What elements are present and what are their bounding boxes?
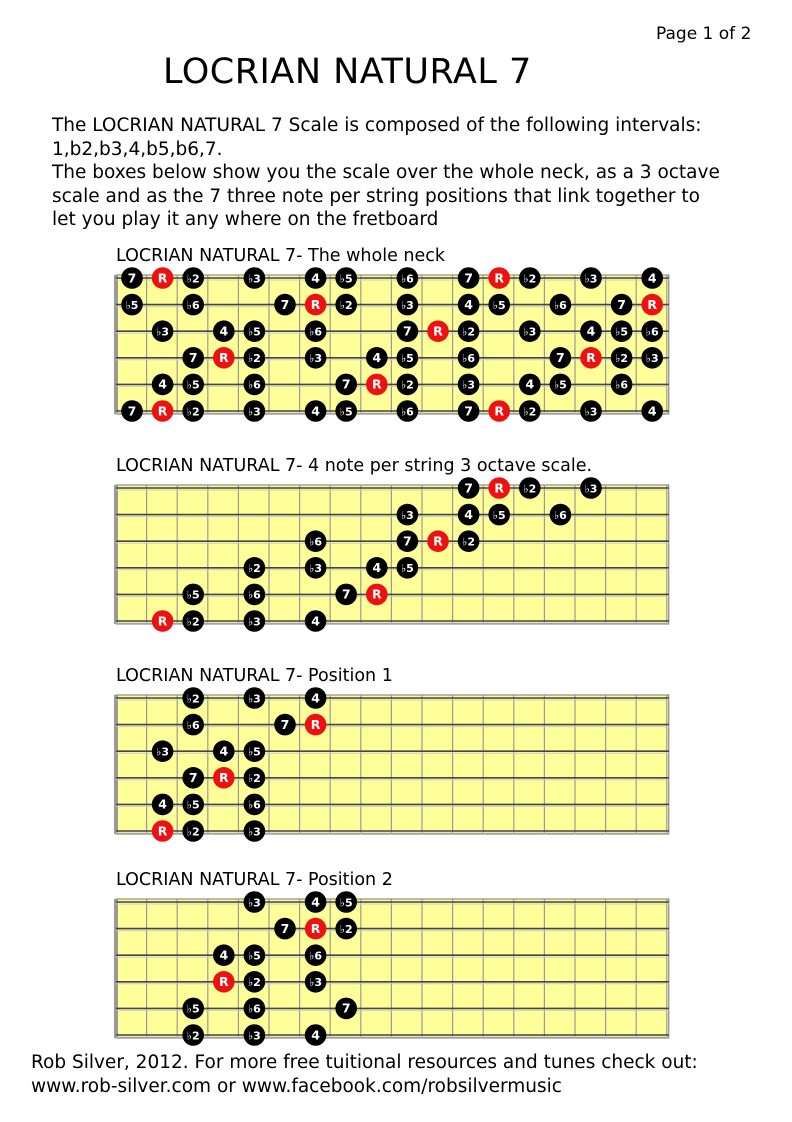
note-label: 4: [311, 270, 320, 286]
note-label: ♭6: [400, 272, 414, 286]
note-label: ♭2: [186, 272, 200, 286]
intro-line: The LOCRIAN NATURAL 7 Scale is composed of the following intervals:: [52, 115, 702, 136]
scale-note-marker: [458, 504, 480, 526]
scale-note-marker: [182, 714, 204, 736]
fretboard-position-1: [114, 686, 700, 842]
note-label: ♭3: [156, 325, 170, 339]
scale-note-marker: [550, 374, 572, 396]
note-label: 4: [158, 796, 167, 812]
root-note-marker: [641, 294, 663, 316]
intro-line: The boxes below show you the scale over the whole neck, as a 3 octave: [52, 162, 720, 183]
note-label: ♭3: [462, 378, 476, 392]
scale-note-marker: [152, 320, 174, 342]
note-label: 7: [464, 403, 473, 419]
root-note-marker: [305, 714, 327, 736]
note-label: 4: [219, 323, 229, 339]
note-label: 7: [188, 350, 198, 366]
scale-note-marker: [121, 400, 143, 422]
footer: [31, 1051, 698, 1099]
scale-note-marker: [152, 794, 174, 816]
note-label: ♭5: [492, 298, 506, 312]
note-label: ♭6: [553, 508, 567, 522]
root-note-marker: [213, 347, 235, 369]
scale-note-marker: [458, 400, 480, 422]
root-note-marker: [305, 294, 327, 316]
note-label: ♭6: [309, 949, 323, 963]
note-label: ♭2: [247, 352, 261, 366]
note-label: 7: [188, 770, 198, 786]
scale-note-marker: [182, 400, 204, 422]
note-label: 4: [311, 1027, 320, 1043]
intro-line: 1,b2,b3,4,b5,b6,7.: [52, 138, 223, 160]
note-label: R: [157, 613, 168, 629]
note-label: ♭6: [615, 378, 629, 392]
scale-note-marker: [550, 347, 572, 369]
scale-note-marker: [274, 918, 296, 940]
note-label: 7: [464, 270, 473, 286]
scale-note-marker: [305, 267, 327, 289]
scale-note-marker: [397, 347, 419, 369]
note-label: ♭5: [553, 378, 567, 392]
note-label: R: [494, 270, 505, 286]
scale-note-marker: [182, 820, 204, 842]
note-label: ♭6: [186, 298, 200, 312]
note-label: 7: [127, 403, 137, 419]
scale-note-marker: [152, 740, 174, 762]
scale-note-marker: [305, 687, 327, 709]
scale-note-marker: [244, 347, 266, 369]
root-note-marker: [488, 477, 510, 499]
root-note-marker: [152, 610, 174, 632]
scale-note-marker: [335, 891, 357, 913]
note-label: ♭3: [584, 272, 598, 286]
scale-note-marker: [182, 584, 204, 606]
root-note-marker: [427, 530, 449, 552]
scale-note-marker: [244, 400, 266, 422]
root-note-marker: [213, 767, 235, 789]
note-label: 4: [158, 376, 167, 392]
note-label: ♭2: [462, 325, 476, 339]
note-label: ♭3: [247, 272, 261, 286]
note-label: 7: [341, 376, 351, 392]
scale-note-marker: [458, 320, 480, 342]
scale-note-marker: [244, 557, 266, 579]
note-label: R: [494, 480, 505, 496]
note-label: ♭6: [645, 325, 659, 339]
scale-note-marker: [305, 530, 327, 552]
scale-note-marker: [611, 374, 633, 396]
scale-note-marker: [458, 477, 480, 499]
note-label: R: [433, 323, 443, 339]
scale-note-marker: [182, 374, 204, 396]
note-label: ♭5: [339, 896, 353, 910]
note-label: R: [218, 770, 229, 786]
scale-note-marker: [580, 267, 602, 289]
scale-note-marker: [305, 971, 327, 993]
root-note-marker: [488, 267, 510, 289]
scale-note-marker: [580, 320, 602, 342]
scale-note-marker: [335, 294, 357, 316]
scale-note-marker: [611, 320, 633, 342]
scale-note-marker: [397, 400, 419, 422]
note-label: ♭3: [247, 692, 261, 706]
scale-note-marker: [121, 267, 143, 289]
note-label: ♭3: [523, 325, 537, 339]
root-note-marker: [580, 347, 602, 369]
note-label: ♭3: [584, 482, 598, 496]
note-label: R: [218, 350, 229, 366]
note-label: ♭5: [125, 298, 139, 312]
diagram-title-whole-neck: LOCRIAN NATURAL 7- The whole neck: [116, 246, 446, 266]
scale-note-marker: [397, 374, 419, 396]
note-label: 7: [556, 350, 565, 366]
note-label: ♭2: [523, 405, 537, 419]
scale-note-marker: [335, 267, 357, 289]
scale-note-marker: [397, 504, 419, 526]
note-label: 4: [586, 323, 596, 339]
root-note-marker: [366, 374, 388, 396]
note-label: 4: [219, 947, 229, 963]
scale-note-marker: [611, 294, 633, 316]
fretboard-position-2: [114, 890, 700, 1046]
note-label: 7: [280, 296, 290, 312]
scale-note-marker: [182, 610, 204, 632]
scale-note-marker: [182, 767, 204, 789]
fretboard-three-octave: [114, 476, 700, 632]
diagram-title-position-1: LOCRIAN NATURAL 7- Position 1: [116, 666, 393, 686]
scale-note-marker: [458, 530, 480, 552]
note-label: ♭5: [492, 508, 506, 522]
note-label: R: [157, 403, 168, 419]
scale-note-marker: [580, 400, 602, 422]
note-label: 4: [311, 403, 320, 419]
note-label: ♭3: [247, 825, 261, 839]
note-label: ♭6: [553, 298, 567, 312]
note-label: R: [647, 296, 658, 312]
scale-note-marker: [397, 320, 419, 342]
scale-note-marker: [305, 891, 327, 913]
note-label: 7: [280, 716, 290, 732]
note-label: 4: [311, 690, 320, 706]
intro-line: scale and as the 7 three note per string positions that link together to: [52, 185, 700, 207]
note-label: ♭2: [186, 615, 200, 629]
scale-note-marker: [366, 557, 388, 579]
scale-note-marker: [641, 347, 663, 369]
note-label: R: [371, 586, 382, 602]
scale-note-marker: [305, 610, 327, 632]
page-number: Page 1 of 2: [656, 24, 752, 44]
scale-note-marker: [458, 347, 480, 369]
note-label: ♭2: [247, 976, 261, 990]
diagram-title-three-octave: LOCRIAN NATURAL 7- 4 note per string 3 octave scale.: [116, 456, 593, 476]
note-label: 4: [219, 743, 229, 759]
scale-note-marker: [397, 267, 419, 289]
scale-note-marker: [305, 320, 327, 342]
note-label: 7: [403, 323, 412, 339]
diagram-title-position-2: LOCRIAN NATURAL 7- Position 2: [116, 870, 393, 890]
note-label: ♭5: [339, 405, 353, 419]
footer-links: www.rob-silver.com or www.facebook.com/robsilvermusic: [31, 1076, 562, 1097]
note-label: ♭2: [186, 825, 200, 839]
note-label: ♭2: [523, 272, 537, 286]
note-label: ♭3: [309, 562, 323, 576]
note-label: R: [310, 920, 321, 936]
note-label: R: [371, 376, 382, 392]
scale-note-marker: [244, 820, 266, 842]
note-label: ♭3: [400, 508, 414, 522]
scale-note-marker: [335, 998, 357, 1020]
scale-note-marker: [305, 557, 327, 579]
scale-note-marker: [244, 767, 266, 789]
scale-note-marker: [274, 714, 296, 736]
note-label: ♭2: [400, 378, 414, 392]
root-note-marker: [152, 267, 174, 289]
note-label: ♭5: [339, 272, 353, 286]
note-label: 4: [311, 613, 320, 629]
note-label: ♭3: [309, 352, 323, 366]
root-note-marker: [305, 918, 327, 940]
root-note-marker: [488, 400, 510, 422]
note-label: ♭2: [615, 352, 629, 366]
note-label: R: [586, 350, 596, 366]
scale-note-marker: [182, 998, 204, 1020]
note-label: ♭3: [247, 615, 261, 629]
note-label: ♭6: [186, 718, 200, 732]
note-label: ♭6: [247, 588, 261, 602]
root-note-marker: [213, 971, 235, 993]
scale-note-marker: [550, 504, 572, 526]
scale-note-marker: [305, 400, 327, 422]
note-label: ♭3: [156, 745, 170, 759]
scale-note-marker: [182, 267, 204, 289]
scale-note-marker: [580, 477, 602, 499]
note-label: ♭2: [523, 482, 537, 496]
note-label: R: [433, 533, 443, 549]
scale-note-marker: [244, 891, 266, 913]
scale-note-marker: [458, 267, 480, 289]
note-label: R: [494, 403, 505, 419]
note-label: ♭5: [247, 745, 261, 759]
scale-note-marker: [182, 687, 204, 709]
scale-note-marker: [519, 400, 541, 422]
note-label: ♭6: [247, 798, 261, 812]
scale-note-marker: [335, 918, 357, 940]
scale-note-marker: [519, 374, 541, 396]
note-label: ♭5: [400, 352, 414, 366]
scale-note-marker: [488, 504, 510, 526]
page-title: LOCRIAN NATURAL 7: [163, 52, 532, 92]
note-label: ♭5: [247, 949, 261, 963]
scale-note-marker: [397, 294, 419, 316]
scale-note-marker: [458, 374, 480, 396]
footer-credit: Rob Silver, 2012. For more free tuitional resources and tunes check out:: [31, 1052, 698, 1073]
scale-note-marker: [488, 294, 510, 316]
scale-note-marker: [641, 267, 663, 289]
note-label: ♭2: [186, 405, 200, 419]
note-label: ♭3: [400, 298, 414, 312]
note-label: ♭6: [247, 378, 261, 392]
note-label: 4: [647, 270, 657, 286]
scale-note-marker: [519, 477, 541, 499]
note-label: R: [157, 823, 168, 839]
scale-note-marker: [244, 374, 266, 396]
scale-note-marker: [213, 740, 235, 762]
note-label: 7: [341, 586, 351, 602]
scale-note-marker: [397, 530, 419, 552]
note-label: ♭5: [186, 798, 200, 812]
scale-note-marker: [641, 320, 663, 342]
note-label: R: [157, 270, 168, 286]
scale-note-marker: [182, 794, 204, 816]
scale-note-marker: [244, 687, 266, 709]
note-label: ♭5: [615, 325, 629, 339]
note-label: ♭6: [400, 405, 414, 419]
scale-note-marker: [182, 294, 204, 316]
note-label: 4: [372, 560, 382, 576]
note-label: ♭2: [462, 535, 476, 549]
note-label: ♭3: [645, 352, 659, 366]
note-label: ♭2: [186, 1029, 200, 1043]
scale-note-marker: [458, 294, 480, 316]
note-label: ♭3: [247, 405, 261, 419]
scale-note-marker: [182, 1024, 204, 1046]
note-label: 7: [341, 1000, 351, 1016]
note-label: ♭3: [247, 896, 261, 910]
root-note-marker: [152, 400, 174, 422]
scale-note-marker: [305, 1024, 327, 1046]
note-label: ♭5: [400, 562, 414, 576]
scale-note-marker: [244, 971, 266, 993]
scale-note-marker: [335, 400, 357, 422]
note-label: 4: [525, 376, 535, 392]
note-label: ♭2: [339, 298, 353, 312]
note-label: R: [218, 974, 229, 990]
note-label: 7: [127, 270, 137, 286]
note-label: 4: [311, 894, 320, 910]
root-note-marker: [152, 820, 174, 842]
note-label: ♭5: [247, 325, 261, 339]
note-label: 4: [647, 403, 657, 419]
scale-note-marker: [519, 267, 541, 289]
note-label: 4: [464, 506, 473, 522]
note-label: ♭6: [309, 325, 323, 339]
scale-note-marker: [641, 400, 663, 422]
scale-note-marker: [244, 584, 266, 606]
scale-note-marker: [611, 347, 633, 369]
note-label: ♭3: [584, 405, 598, 419]
note-label: ♭2: [247, 772, 261, 786]
scale-note-marker: [274, 294, 296, 316]
note-label: R: [310, 716, 321, 732]
root-note-marker: [366, 584, 388, 606]
scale-note-marker: [305, 347, 327, 369]
scale-note-marker: [244, 944, 266, 966]
intro-line: let you play it any where on the fretboard: [52, 209, 439, 230]
scale-note-marker: [244, 998, 266, 1020]
note-label: 7: [280, 920, 290, 936]
scale-note-marker: [244, 740, 266, 762]
note-label: 7: [464, 480, 473, 496]
scale-note-marker: [550, 294, 572, 316]
note-label: ♭3: [247, 1029, 261, 1043]
scale-note-marker: [244, 794, 266, 816]
note-label: ♭6: [309, 535, 323, 549]
intro-text: [52, 114, 772, 232]
note-label: ♭2: [186, 692, 200, 706]
note-label: ♭5: [186, 1002, 200, 1016]
scale-note-marker: [519, 320, 541, 342]
scale-note-marker: [244, 320, 266, 342]
note-label: ♭3: [309, 976, 323, 990]
note-label: ♭5: [186, 378, 200, 392]
note-label: 4: [372, 350, 382, 366]
note-label: 4: [464, 296, 473, 312]
note-label: ♭2: [339, 922, 353, 936]
fretboard-whole-neck: [114, 266, 700, 422]
note-label: 7: [617, 296, 626, 312]
scale-note-marker: [152, 374, 174, 396]
scale-note-marker: [182, 347, 204, 369]
scale-note-marker: [335, 374, 357, 396]
scale-note-marker: [121, 294, 143, 316]
note-label: R: [310, 296, 321, 312]
note-label: ♭2: [247, 562, 261, 576]
scale-note-marker: [213, 944, 235, 966]
scale-note-marker: [335, 584, 357, 606]
scale-note-marker: [244, 1024, 266, 1046]
root-note-marker: [427, 320, 449, 342]
scale-note-marker: [244, 267, 266, 289]
scale-note-marker: [397, 557, 419, 579]
scale-note-marker: [244, 610, 266, 632]
note-label: ♭6: [462, 352, 476, 366]
note-label: ♭6: [247, 1002, 261, 1016]
scale-note-marker: [305, 944, 327, 966]
scale-note-marker: [366, 347, 388, 369]
note-label: 7: [403, 533, 412, 549]
note-label: ♭5: [186, 588, 200, 602]
scale-note-marker: [213, 320, 235, 342]
